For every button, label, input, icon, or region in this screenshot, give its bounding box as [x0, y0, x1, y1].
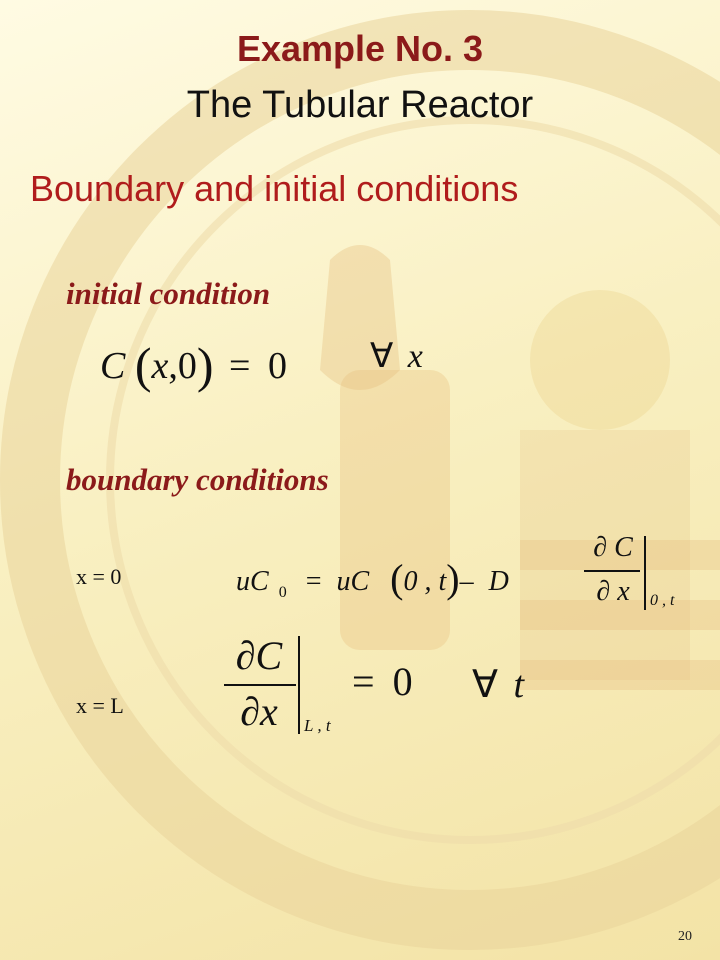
inlet-coef: D — [488, 566, 509, 597]
forall-symbol: ∀ — [472, 664, 498, 706]
initial-lhs-fn: C — [100, 345, 126, 387]
slide-subtitle: The Tubular Reactor — [186, 84, 534, 126]
outlet-fraction-bar — [224, 684, 296, 686]
outlet-equals-zero — [352, 658, 413, 705]
outlet-equals: = — [352, 659, 375, 704]
inlet-eval-bar — [644, 536, 646, 610]
initial-forall-var: x — [407, 338, 423, 375]
initial-condition-equation: C (x,0) = 0 — [100, 337, 287, 393]
outlet-rhs: 0 — [392, 659, 413, 704]
initial-lhs-time: 0 — [177, 345, 197, 387]
outlet-frac-numerator: ∂C — [235, 633, 283, 678]
outlet-label: x = L — [76, 693, 124, 718]
outlet-eval-subscript: L , t — [304, 716, 331, 735]
initial-lhs-var: x — [151, 345, 169, 387]
inlet-minus: – — [459, 566, 474, 597]
inlet-label: x = 0 — [76, 564, 122, 589]
inlet-term1: uC — [336, 566, 370, 597]
inlet-term1-args: 0 , t — [403, 566, 447, 597]
page-number: 20 — [678, 929, 692, 944]
forall-symbol: ∀ — [370, 338, 394, 375]
initial-equals: = — [229, 345, 251, 387]
inlet-frac-numerator: ∂ C — [593, 532, 633, 563]
inlet-equals: = — [305, 566, 322, 597]
outlet-forall-var: t — [513, 664, 525, 706]
boundary-conditions-heading: boundary conditions — [66, 462, 329, 497]
inlet-fraction-bar — [584, 570, 640, 572]
outlet-eval-bar — [298, 636, 300, 734]
inlet-boundary-equation: uC $_0$ = uC (0 , t)– D — [236, 556, 509, 601]
initial-forall — [370, 336, 423, 376]
inlet-lhs-subscript: 0 — [278, 583, 287, 601]
initial-condition-heading: initial condition — [66, 276, 271, 311]
inlet-lhs: uC — [236, 566, 269, 597]
outlet-forall — [472, 662, 524, 707]
initial-rhs: 0 — [267, 345, 287, 387]
inlet-eval-subscript: 0 , t — [650, 592, 675, 609]
outlet-frac-denominator: ∂x — [240, 689, 278, 734]
section-heading: Boundary and initial conditions — [30, 168, 519, 209]
inlet-frac-denominator: ∂ x — [596, 576, 630, 607]
slide-title: Example No. 3 — [236, 28, 484, 69]
